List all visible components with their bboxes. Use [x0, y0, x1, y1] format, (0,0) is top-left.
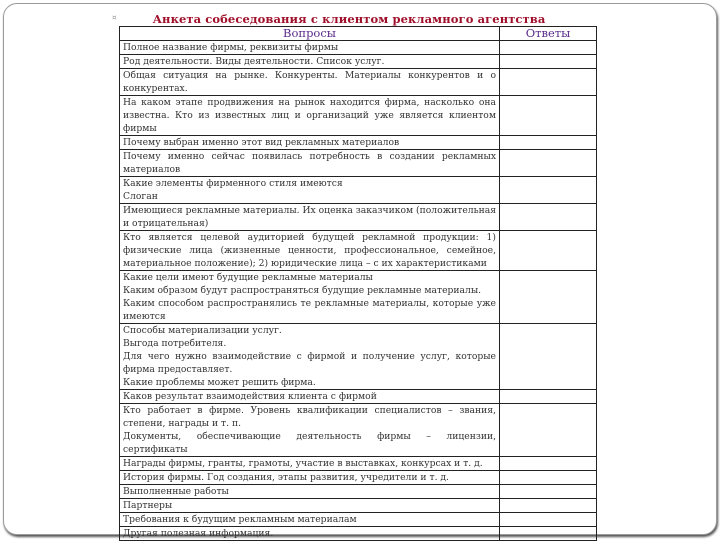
answer-cell[interactable]	[500, 150, 597, 177]
table-row	[120, 150, 597, 177]
question-text: Почему выбран именно этот вид рекламных материалов	[123, 137, 400, 148]
question-text: Кто является целевой аудиторией будущей рекламной продукции: 1) физические лица (жизненные ценности, профессиональное, семейное, материальное положение); 2) юридические лица – с их характеристиками	[123, 232, 496, 269]
table-row	[120, 390, 597, 404]
question-cell	[120, 404, 500, 457]
answer-cell[interactable]	[500, 404, 597, 457]
question-text: Документы, обеспечивающие деятельность фирмы – лицензии, сертификаты	[123, 431, 496, 455]
answer-cell[interactable]	[500, 499, 597, 513]
table-row	[120, 471, 597, 485]
question-text: Какие проблемы может решить фирма.	[123, 377, 316, 388]
question-text: Для чего нужно взаимодействие с фирмой и получение услуг, которые фирма предоставляет.	[123, 351, 496, 375]
answer-cell[interactable]	[500, 136, 597, 150]
question-text: Каков результат взаимодействия клиента с фирмой	[123, 391, 377, 402]
question-text: Способы материализации услуг.	[123, 325, 282, 336]
question-text: Почему именно сейчас появилась потребность в создании рекламных материалов	[123, 151, 496, 175]
table-row	[120, 96, 597, 136]
answer-cell[interactable]	[500, 55, 597, 69]
question-cell	[120, 499, 500, 513]
table-move-handle-icon[interactable]: ¤	[112, 14, 117, 22]
answer-cell[interactable]	[500, 271, 597, 324]
question-text: Требования к будущим рекламным материалам	[123, 514, 357, 525]
question-cell	[120, 457, 500, 471]
question-text: Имеющиеся рекламные материалы. Их оценка заказчиком (положительная и отрицательная)	[123, 205, 496, 229]
question-text: Каким способом распространялись те рекламные материалы, которые уже имеются	[123, 298, 496, 322]
question-cell	[120, 177, 500, 204]
answer-cell[interactable]	[500, 231, 597, 271]
question-cell	[120, 150, 500, 177]
answer-cell[interactable]	[500, 324, 597, 390]
question-text: Каким образом будут распространяться будущие рекламные материалы.	[123, 285, 482, 296]
question-text: Полное название фирмы, реквизиты фирмы	[123, 42, 339, 53]
question-text: Какие цели имеют будущие рекламные материалы	[123, 272, 373, 283]
table-row	[120, 204, 597, 231]
answer-cell[interactable]	[500, 527, 597, 541]
question-cell	[120, 485, 500, 499]
table-row	[120, 513, 597, 527]
answer-cell[interactable]	[500, 471, 597, 485]
question-cell	[120, 271, 500, 324]
answer-cell[interactable]	[500, 177, 597, 204]
question-cell	[120, 55, 500, 69]
table-row	[120, 41, 597, 55]
question-text: Кто работает в фирме. Уровень квалификации специалистов – звания, степени, награды и т. п.	[123, 405, 496, 429]
table-row	[120, 271, 597, 324]
table-row	[120, 457, 597, 471]
table-row	[120, 231, 597, 271]
question-text: Общая ситуация на рынке. Конкуренты. Материалы конкурентов и о конкурентах.	[123, 70, 496, 94]
question-text: Партнеры	[123, 500, 173, 511]
question-cell	[120, 204, 500, 231]
question-text: На каком этапе продвижения на рынок находится фирма, насколько она известна. Кто из известных лиц и организаций уже является клиентом фирмы	[123, 97, 496, 134]
table-row	[120, 136, 597, 150]
question-cell	[120, 41, 500, 55]
answer-cell[interactable]	[500, 457, 597, 471]
table-row	[120, 55, 597, 69]
table-row	[120, 404, 597, 457]
question-cell	[120, 513, 500, 527]
answer-cell[interactable]	[500, 513, 597, 527]
question-cell	[120, 324, 500, 390]
question-cell	[120, 471, 500, 485]
question-cell	[120, 231, 500, 271]
header-answers: Ответы	[500, 27, 597, 41]
question-text: Награды фирмы, гранты, грамоты, участие в выставках, конкурсах и т. д.	[123, 458, 483, 469]
question-text: История фирмы. Год создания, этапы развития, учредители и т. д.	[123, 472, 449, 483]
table-row	[120, 499, 597, 513]
question-cell	[120, 69, 500, 96]
table-header-row	[120, 27, 597, 41]
question-cell	[120, 390, 500, 404]
interview-table	[119, 26, 597, 541]
question-text: Выполненные работы	[123, 486, 229, 497]
table-row	[120, 177, 597, 204]
document-title: Анкета собеседования с клиентом рекламного агентства	[152, 12, 546, 26]
answer-cell[interactable]	[500, 69, 597, 96]
question-text: Другая полезная информация.	[123, 528, 274, 539]
table-row	[120, 324, 597, 390]
table-row	[120, 527, 597, 541]
question-text: Выгода потребителя.	[123, 338, 227, 349]
question-text: Род деятельности. Виды деятельности. Список услуг.	[123, 56, 385, 67]
answer-cell[interactable]	[500, 96, 597, 136]
answer-cell[interactable]	[500, 41, 597, 55]
answer-cell[interactable]	[500, 390, 597, 404]
question-cell	[120, 136, 500, 150]
question-cell	[120, 527, 500, 541]
question-cell	[120, 96, 500, 136]
table-row	[120, 485, 597, 499]
answer-cell[interactable]	[500, 485, 597, 499]
table-row	[120, 69, 597, 96]
question-text: Какие элементы фирменного стиля имеются	[123, 178, 343, 189]
header-questions: Вопросы	[120, 27, 500, 41]
answer-cell[interactable]	[500, 204, 597, 231]
question-text: Слоган	[123, 191, 158, 202]
